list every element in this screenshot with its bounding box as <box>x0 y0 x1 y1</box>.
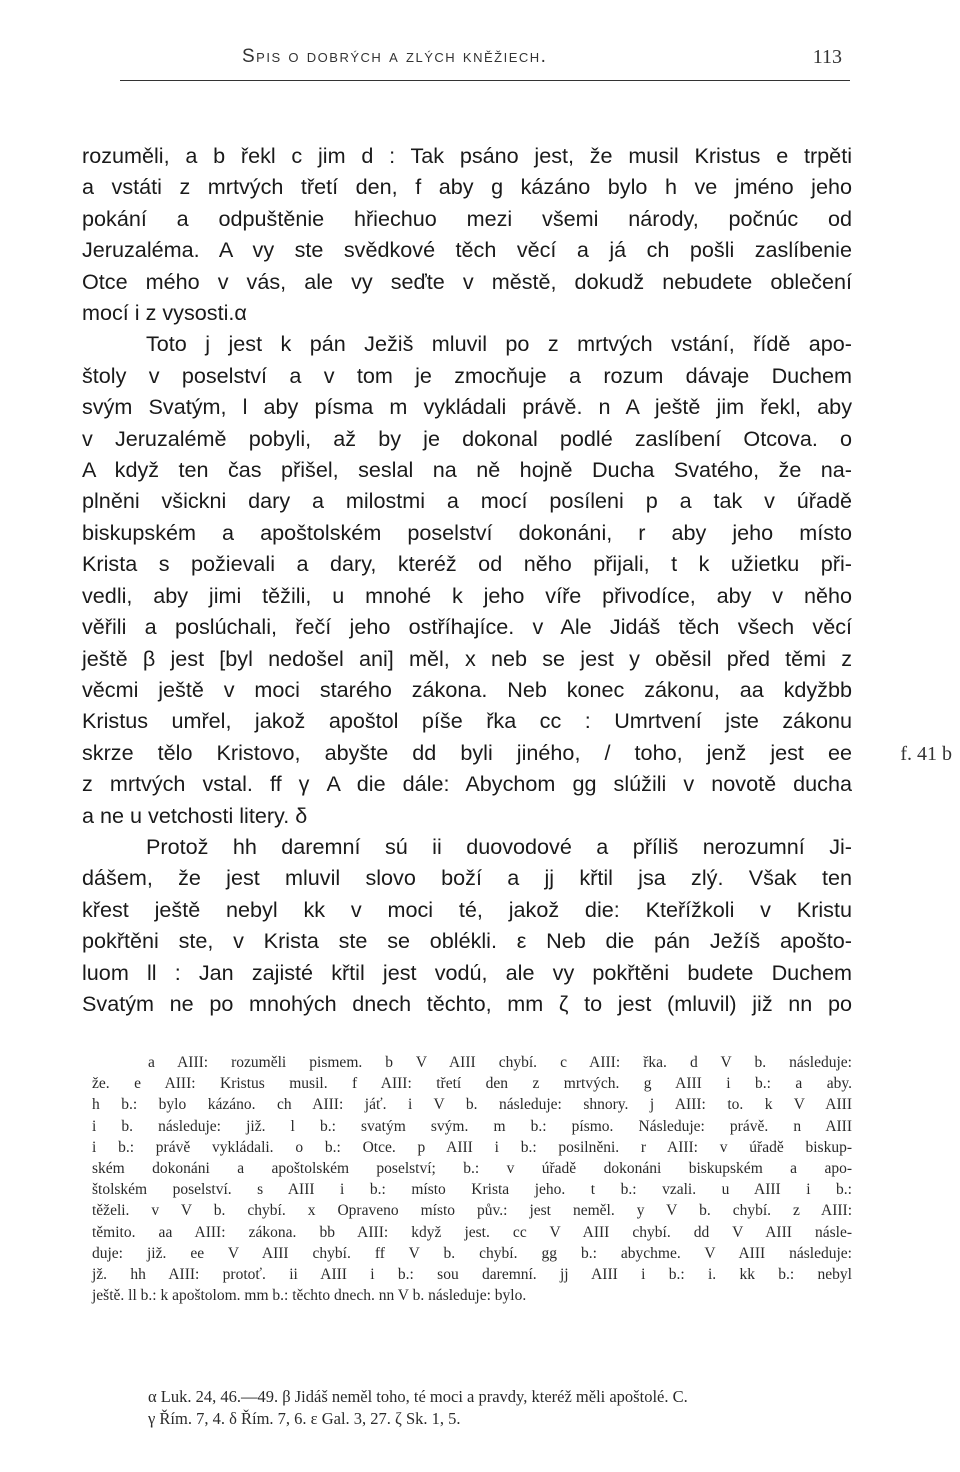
running-head: Spis o dobrých a zlých kněžiech. <box>242 46 548 67</box>
footnote-line: ještě. ll b.: k apoštolom. mm b.: těchto dnech. nn V b. následuje: bylo. <box>92 1287 527 1305</box>
text-line: Krista s požievali a dary, kteréž od něho přijali, t k užietku při- <box>82 551 852 577</box>
reference-line: α Luk. 24, 46.—49. β Jidáš neměl toho, té moci a pravdy, kteréž měli apoštolé. C. <box>148 1387 688 1406</box>
text-line: věřili a poslúchali, řečí jeho ostříhajíce. v Ale Jidáš těch všech věcí <box>82 614 852 640</box>
text-line: a vstáti z mrtvých třetí den, f aby g kázáno bylo h ve jméno jeho <box>82 174 852 200</box>
text-line: křest ještě nebyl kk v moci té, jakož die: Kteřížkoli v Kristu <box>82 896 852 922</box>
text-line: plněni všickni dary a milostmi a mocí posíleni p a tak v úřadě <box>82 488 852 514</box>
footnote-line: jž. hh AIII: protoť. ii AIII i b.: sou daremní. jj AIII i b.: i. kk b.: nebyl <box>92 1266 852 1284</box>
text-line: Protož hh daremní sú ii duovodové a příliš nerozumní Ji- <box>146 833 852 859</box>
text-line: věcmi ještě v moci starého zákona. Neb konec zákonu, aa kdyžbb <box>82 676 852 702</box>
text-line: svým Svatým, l aby písma m vykládali právě. n A ještě jim řekl, aby <box>82 394 852 420</box>
footnote-line: h b.: bylo kázáno. ch AIII: jáť. i V b. následuje: shnory. j AIII: to. k V AIII <box>92 1096 852 1114</box>
footnote-line: i b.: právě vykládali. o b.: Otce. p AIII i b.: posilněni. r AIII: v úřadě biskup- <box>92 1138 852 1156</box>
text-line: Toto j jest k pán Ježiš mluvil po z mrtvých vstání, řídě apo- <box>146 331 852 357</box>
text-line: dášem, že jest mluvil slovo boží a jj křtil jsa zlý. Však ten <box>82 865 852 891</box>
footnote-line: těželi. v V b. chybí. x Opraveno místo pův.: jest neměl. y V b. chybí. z AIII: <box>92 1202 852 1220</box>
footnote-line: ském dokonáni a apoštolském poselství; b.: v úřadě dokonáni biskupském a apo- <box>92 1160 852 1178</box>
text-line: pokřtěni ste, v Krista ste se oblékli. ε Neb die pán Ježíš apošto- <box>82 928 852 954</box>
text-line: ještě β jest [byl nedošel ani] měl, x neb se jest y oběsil před těmi z <box>82 645 852 671</box>
text-line: a ne u vetchosti litery. δ <box>82 802 308 828</box>
page-number: 113 <box>812 46 842 68</box>
footnote-line: duje: již. ee V AIII chybí. ff V b. chybí. gg b.: abychme. V AIII následuje: <box>92 1244 852 1262</box>
footnote-line: že. e AIII: Kristus musil. f AIII: třetí den z mrtvých. g AIII i b.: a aby. <box>92 1075 852 1093</box>
text-line: Kristus umřel, jakož apoštol píše řka cc : Umrtvení jste zákonu <box>82 708 852 734</box>
footnote-line: i b. následuje: již. l b.: svatým svým. m b.: písmo. Následuje: právě. n AIII <box>92 1117 852 1135</box>
text-line: rozuměli, a b řekl c jim d : Tak psáno jest, že musil Kristus e trpěti <box>82 143 852 168</box>
main-text <box>82 140 852 1019</box>
folio-margin-note: f. 41 b <box>900 743 952 765</box>
text-line: v Jeruzalémě pobyli, až by je dokonal podlé zaslíbení Otcova. o <box>82 425 852 451</box>
text-line: luom ll : Jan zajisté křtil jest vodú, ale vy pokřtěni budete Duchem <box>82 959 852 985</box>
critical-apparatus <box>92 1052 852 1306</box>
footnote-line: těmito. aa AIII: zákona. bb AIII: když jest. cc V AIII chybí. dd V AIII násle- <box>92 1223 852 1241</box>
text-line: biskupském a apoštolském poselství dokonáni, r aby jeho místo <box>82 519 852 545</box>
footnote-line: a AIII: rozuměli pismem. b V AIII chybí. c AIII: řka. d V b. následuje: <box>148 1054 852 1071</box>
reference-line: γ Řím. 7, 4. δ Řím. 7, 6. ε Gal. 3, 27. ζ Sk. 1, 5. <box>148 1409 461 1428</box>
text-line: Svatým ne po mnohých dnech těchto, mm ζ to jest (mluvil) již nn po <box>82 990 852 1016</box>
text-line: Otce mého v vás, ale vy seďte v městě, dokudž nebudete oblečení <box>82 268 852 294</box>
scripture-references <box>92 1386 852 1430</box>
text-line: z mrtvých vstal. ff γ A die dále: Abychom gg slúžili v novotě ducha <box>82 771 852 797</box>
footnote-line: štolském poselství. s AIII i b.: místo Krista jeho. t b.: vzali. u AIII i b.: <box>92 1181 852 1199</box>
text-line: skrze tělo Kristovo, abyšte dd byli jiného, / toho, jenž jest ee <box>82 739 852 765</box>
text-line: vedli, aby jimi těžili, u mnohé k jeho víře přivodíce, aby v něho <box>82 582 852 608</box>
text-line: Jeruzaléma. A vy ste svědkové těch věcí a já ch pošli zaslíbenie <box>82 237 852 263</box>
text-line: A když ten čas přišel, seslal na ně hojně Ducha Svatého, že na- <box>82 457 852 483</box>
text-line: pokání a odpuštěnie hřiechuo mezi všemi národy, počnúc od <box>82 205 852 231</box>
text-line: štoly v poselství a v tom je zmocňuje a rozum dávaje Duchem <box>82 362 852 388</box>
page-header <box>120 44 850 81</box>
text-line: mocí i z vysosti.α <box>82 300 247 326</box>
